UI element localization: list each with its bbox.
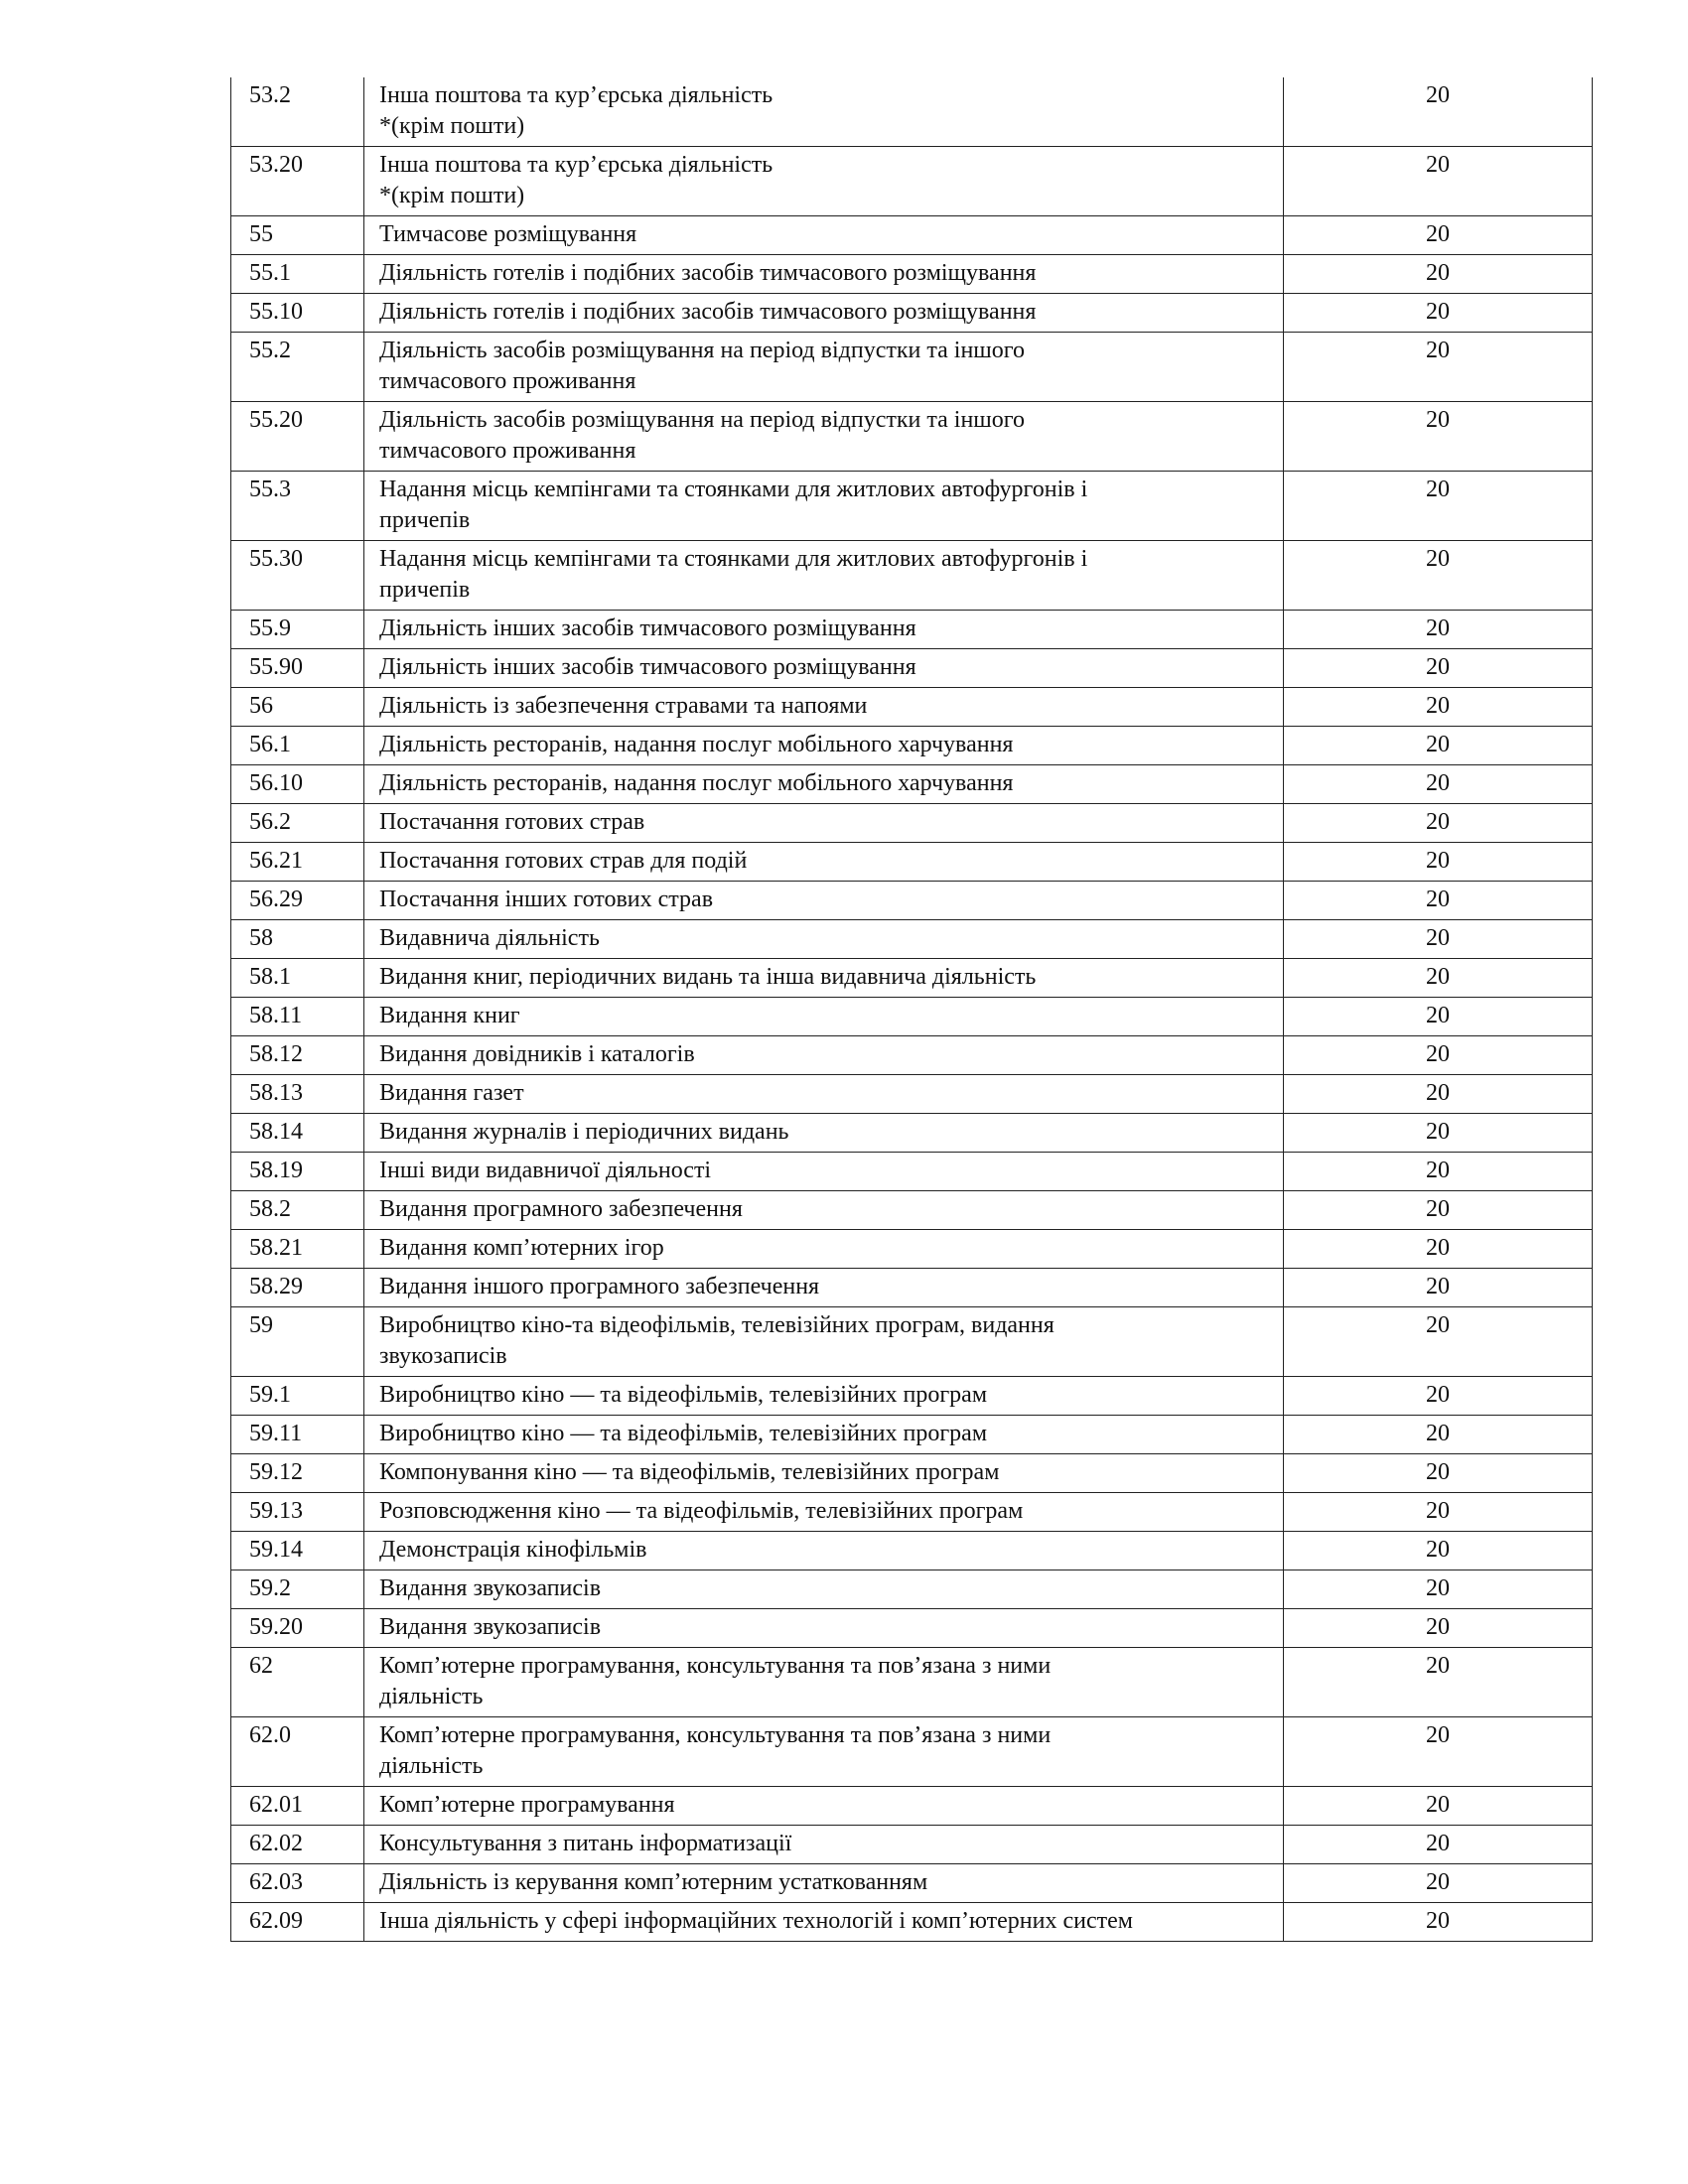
activity-rate: 20 <box>1284 1609 1593 1648</box>
activity-rate: 20 <box>1284 255 1593 294</box>
activity-code: 55.9 <box>231 611 364 649</box>
activity-code: 55.20 <box>231 402 364 472</box>
activity-rate: 20 <box>1284 402 1593 472</box>
activity-code: 58.21 <box>231 1230 364 1269</box>
activity-name-line: Діяльність інших засобів тимчасового розміщування <box>379 654 916 680</box>
activity-name <box>364 998 1284 1036</box>
table-row <box>231 402 1593 472</box>
activity-name-line: Постачання готових страв для подій <box>379 848 748 874</box>
activity-code: 56.2 <box>231 804 364 843</box>
activity-code: 58.12 <box>231 1036 364 1075</box>
table-row <box>231 1717 1593 1787</box>
table-row <box>231 611 1593 649</box>
activity-name-line: Комп’ютерне програмування, консультування та пов’язана з ними <box>379 1722 1052 1748</box>
activity-name-line: Інша поштова та кур’єрська діяльність <box>379 152 774 178</box>
activity-name-line: Інші види видавничої діяльності <box>379 1158 712 1183</box>
activity-name-line: Видання комп’ютерних ігор <box>379 1235 664 1261</box>
activity-name <box>364 1787 1284 1826</box>
activity-name <box>364 920 1284 959</box>
activity-name-line: Інша діяльність у сфері інформаційних технологій і комп’ютерних систем <box>379 1908 1133 1934</box>
activity-name-line: Комп’ютерне програмування, консультування та пов’язана з ними <box>379 1653 1052 1679</box>
activity-rate: 20 <box>1284 1416 1593 1454</box>
table-row <box>231 77 1593 147</box>
activity-name-line: Виробництво кіно — та відеофільмів, телевізійних програм <box>379 1382 988 1408</box>
activity-codes-table <box>230 77 1593 1942</box>
activity-rate: 20 <box>1284 1036 1593 1075</box>
activity-code: 56.21 <box>231 843 364 882</box>
activity-name-line: Діяльність інших засобів тимчасового розміщування <box>379 615 916 641</box>
activity-rate: 20 <box>1284 611 1593 649</box>
activity-name-line: Видавнича діяльність <box>379 925 600 951</box>
table-row <box>231 147 1593 216</box>
table-row <box>231 294 1593 333</box>
activity-name <box>364 1570 1284 1609</box>
table-row <box>231 1114 1593 1153</box>
activity-code: 59 <box>231 1307 364 1377</box>
activity-name-line: Видання газет <box>379 1080 524 1106</box>
activity-name <box>364 1717 1284 1787</box>
activity-name-line: Видання іншого програмного забезпечення <box>379 1274 820 1299</box>
activity-name-line: діяльність <box>379 1753 484 1779</box>
activity-name-line: причепів <box>379 507 471 533</box>
table-row <box>231 472 1593 541</box>
activity-name <box>364 611 1284 649</box>
table-row <box>231 1648 1593 1717</box>
activity-code: 55 <box>231 216 364 255</box>
activity-name-line: Діяльність засобів розміщування на період відпустки та іншого <box>379 338 1026 363</box>
activity-name <box>364 1377 1284 1416</box>
activity-code: 59.13 <box>231 1493 364 1532</box>
activity-code: 59.1 <box>231 1377 364 1416</box>
activity-name-line: Видання книг, періодичних видань та інша видавнича діяльність <box>379 964 1037 990</box>
activity-name-line: Тимчасове розміщування <box>379 221 637 247</box>
activity-code: 55.30 <box>231 541 364 611</box>
activity-name <box>364 1609 1284 1648</box>
activity-name-line: Видання програмного забезпечення <box>379 1196 743 1222</box>
activity-rate: 20 <box>1284 1114 1593 1153</box>
activity-name-line: тимчасового проживання <box>379 368 636 394</box>
table-row <box>231 1864 1593 1903</box>
activity-code: 59.2 <box>231 1570 364 1609</box>
activity-name <box>364 216 1284 255</box>
activity-name-line: Інша поштова та кур’єрська діяльність <box>379 82 774 108</box>
activity-name <box>364 1075 1284 1114</box>
activity-name-line: Консультування з питань інформатизації <box>379 1831 792 1856</box>
activity-rate: 20 <box>1284 472 1593 541</box>
activity-code: 56.10 <box>231 765 364 804</box>
activity-name <box>364 843 1284 882</box>
activity-code: 62.02 <box>231 1826 364 1864</box>
activity-code: 58.13 <box>231 1075 364 1114</box>
activity-rate: 20 <box>1284 1191 1593 1230</box>
activity-name <box>364 294 1284 333</box>
activity-rate: 20 <box>1284 1570 1593 1609</box>
activity-rate: 20 <box>1284 920 1593 959</box>
activity-name <box>364 147 1284 216</box>
activity-name-line: Надання місць кемпінгами та стоянками для житлових автофургонів і <box>379 477 1088 502</box>
activity-rate: 20 <box>1284 216 1593 255</box>
activity-code: 59.12 <box>231 1454 364 1493</box>
table-row <box>231 1787 1593 1826</box>
activity-name <box>364 649 1284 688</box>
activity-code: 55.2 <box>231 333 364 402</box>
activity-name-line: Видання довідників і каталогів <box>379 1041 695 1067</box>
table-row <box>231 727 1593 765</box>
activity-name-line: Демонстрація кінофільмів <box>379 1537 647 1563</box>
activity-code: 59.20 <box>231 1609 364 1648</box>
activity-name-line: *(крім пошти) <box>379 183 525 208</box>
activity-name <box>364 688 1284 727</box>
activity-rate: 20 <box>1284 541 1593 611</box>
activity-name <box>364 541 1284 611</box>
table-row <box>231 333 1593 402</box>
table-row <box>231 1075 1593 1114</box>
activity-name-line: Видання журналів і періодичних видань <box>379 1119 789 1145</box>
activity-name <box>364 402 1284 472</box>
table-row <box>231 959 1593 998</box>
activity-rate: 20 <box>1284 882 1593 920</box>
table-row <box>231 1036 1593 1075</box>
table-row <box>231 1230 1593 1269</box>
activity-name-line: тимчасового проживання <box>379 438 636 464</box>
activity-code: 58.11 <box>231 998 364 1036</box>
table-body <box>231 77 1593 1942</box>
activity-rate: 20 <box>1284 1787 1593 1826</box>
activity-name-line: Діяльність із керування комп’ютерним устаткованням <box>379 1869 928 1895</box>
activity-rate: 20 <box>1284 1075 1593 1114</box>
activity-name-line: звукозаписів <box>379 1343 507 1369</box>
activity-code: 58.14 <box>231 1114 364 1153</box>
activity-code: 58.1 <box>231 959 364 998</box>
activity-rate: 20 <box>1284 147 1593 216</box>
activity-name <box>364 765 1284 804</box>
table-row <box>231 1609 1593 1648</box>
activity-rate: 20 <box>1284 727 1593 765</box>
activity-name-line: Розповсюдження кіно — та відеофільмів, телевізійних програм <box>379 1498 1024 1524</box>
table-row <box>231 1493 1593 1532</box>
activity-name-line: Діяльність ресторанів, надання послуг мобільного харчування <box>379 732 1014 757</box>
activity-name-line: Видання звукозаписів <box>379 1614 602 1640</box>
activity-name-line: Діяльність ресторанів, надання послуг мобільного харчування <box>379 770 1014 796</box>
activity-name <box>364 255 1284 294</box>
activity-rate: 20 <box>1284 843 1593 882</box>
activity-code: 56 <box>231 688 364 727</box>
activity-name-line: діяльність <box>379 1684 484 1709</box>
activity-code: 56.29 <box>231 882 364 920</box>
activity-code: 62.09 <box>231 1903 364 1942</box>
table-row <box>231 1377 1593 1416</box>
activity-name <box>364 804 1284 843</box>
activity-name-line: причепів <box>379 577 471 603</box>
table-row <box>231 1532 1593 1570</box>
activity-code: 59.11 <box>231 1416 364 1454</box>
table-row <box>231 920 1593 959</box>
activity-name <box>364 1269 1284 1307</box>
activity-name-line: Постачання готових страв <box>379 809 645 835</box>
activity-rate: 20 <box>1284 688 1593 727</box>
table-row <box>231 1153 1593 1191</box>
activity-rate: 20 <box>1284 1307 1593 1377</box>
activity-rate: 20 <box>1284 765 1593 804</box>
activity-name-line: Постачання інших готових страв <box>379 887 714 912</box>
activity-rate: 20 <box>1284 649 1593 688</box>
activity-code: 55.90 <box>231 649 364 688</box>
activity-code: 58.2 <box>231 1191 364 1230</box>
activity-name <box>364 1903 1284 1942</box>
activity-name-line: Видання книг <box>379 1003 520 1028</box>
activity-code: 58.19 <box>231 1153 364 1191</box>
table-row <box>231 804 1593 843</box>
activity-name <box>364 1864 1284 1903</box>
activity-rate: 20 <box>1284 1903 1593 1942</box>
activity-code: 55.10 <box>231 294 364 333</box>
activity-rate: 20 <box>1284 1648 1593 1717</box>
activity-code: 56.1 <box>231 727 364 765</box>
activity-code: 58.29 <box>231 1269 364 1307</box>
table-row <box>231 1826 1593 1864</box>
activity-rate: 20 <box>1284 1826 1593 1864</box>
activity-name <box>364 1532 1284 1570</box>
activity-name-line: Надання місць кемпінгами та стоянками для житлових автофургонів і <box>379 546 1088 572</box>
activity-rate: 20 <box>1284 804 1593 843</box>
table-row <box>231 1903 1593 1942</box>
table-row <box>231 255 1593 294</box>
activity-name <box>364 1036 1284 1075</box>
activity-name-line: Комп’ютерне програмування <box>379 1792 675 1818</box>
activity-rate: 20 <box>1284 1493 1593 1532</box>
activity-code: 55.1 <box>231 255 364 294</box>
table-row <box>231 649 1593 688</box>
activity-rate: 20 <box>1284 1717 1593 1787</box>
table-row <box>231 1454 1593 1493</box>
table-row <box>231 1191 1593 1230</box>
activity-rate: 20 <box>1284 294 1593 333</box>
activity-rate: 20 <box>1284 1269 1593 1307</box>
activity-name <box>364 959 1284 998</box>
activity-rate: 20 <box>1284 1864 1593 1903</box>
activity-name-line: Діяльність готелів і подібних засобів тимчасового розміщування <box>379 260 1037 286</box>
activity-name <box>364 1114 1284 1153</box>
activity-rate: 20 <box>1284 333 1593 402</box>
activity-code: 62.01 <box>231 1787 364 1826</box>
table-row <box>231 882 1593 920</box>
activity-name <box>364 1191 1284 1230</box>
table-row <box>231 216 1593 255</box>
activity-name <box>364 1230 1284 1269</box>
activity-code: 59.14 <box>231 1532 364 1570</box>
activity-name <box>364 1416 1284 1454</box>
activity-rate: 20 <box>1284 1230 1593 1269</box>
table-row <box>231 1570 1593 1609</box>
activity-rate: 20 <box>1284 1532 1593 1570</box>
activity-code: 55.3 <box>231 472 364 541</box>
activity-name <box>364 1454 1284 1493</box>
activity-code: 58 <box>231 920 364 959</box>
table-row <box>231 1416 1593 1454</box>
activity-code: 53.20 <box>231 147 364 216</box>
activity-code: 53.2 <box>231 77 364 147</box>
activity-name-line: Діяльність засобів розміщування на період відпустки та іншого <box>379 407 1026 433</box>
activity-name <box>364 1153 1284 1191</box>
table-row <box>231 688 1593 727</box>
activity-code: 62.03 <box>231 1864 364 1903</box>
activity-name-line: Видання звукозаписів <box>379 1575 602 1601</box>
activity-rate: 20 <box>1284 998 1593 1036</box>
activity-name-line: Компонування кіно — та відеофільмів, телевізійних програм <box>379 1459 1000 1485</box>
activity-name <box>364 1648 1284 1717</box>
activity-name <box>364 77 1284 147</box>
activity-rate: 20 <box>1284 77 1593 147</box>
activity-name-line: Виробництво кіно-та відеофільмів, телевізійних програм, видання <box>379 1312 1055 1338</box>
activity-name <box>364 333 1284 402</box>
table-row <box>231 541 1593 611</box>
activity-rate: 20 <box>1284 1377 1593 1416</box>
table-row <box>231 1269 1593 1307</box>
activity-name <box>364 727 1284 765</box>
activity-name <box>364 1826 1284 1864</box>
activity-rate: 20 <box>1284 1153 1593 1191</box>
activity-name <box>364 882 1284 920</box>
activity-rate: 20 <box>1284 959 1593 998</box>
table-row <box>231 765 1593 804</box>
activity-name-line: *(крім пошти) <box>379 113 525 139</box>
activity-code: 62 <box>231 1648 364 1717</box>
activity-name-line: Діяльність готелів і подібних засобів тимчасового розміщування <box>379 299 1037 325</box>
activity-name-line: Виробництво кіно — та відеофільмів, телевізійних програм <box>379 1421 988 1446</box>
table-row <box>231 998 1593 1036</box>
activity-name <box>364 1307 1284 1377</box>
activity-code: 62.0 <box>231 1717 364 1787</box>
activity-name <box>364 1493 1284 1532</box>
activity-name-line: Діяльність із забезпечення стравами та напоями <box>379 693 868 719</box>
activity-name <box>364 472 1284 541</box>
table-row <box>231 843 1593 882</box>
activity-rate: 20 <box>1284 1454 1593 1493</box>
table-row <box>231 1307 1593 1377</box>
